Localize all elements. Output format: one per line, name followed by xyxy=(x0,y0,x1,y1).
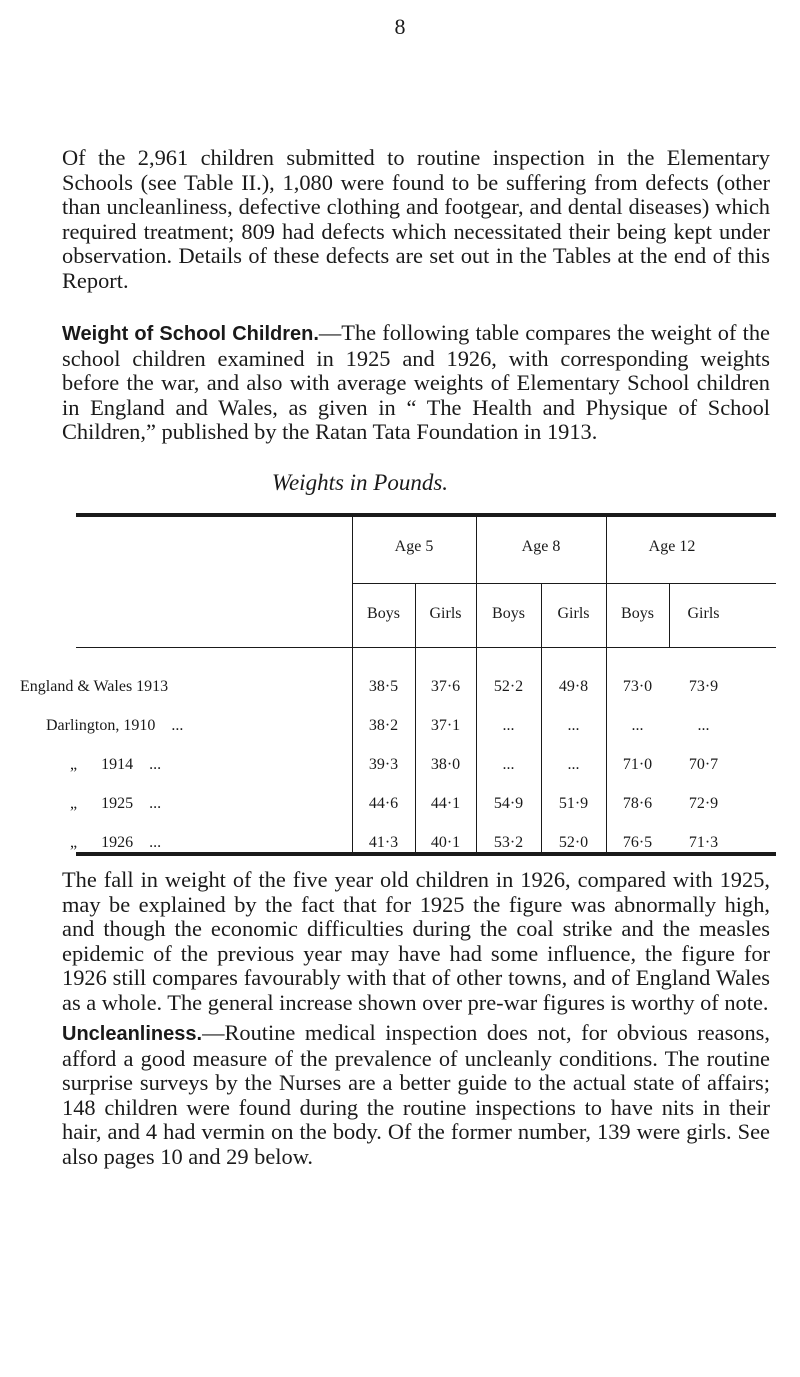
table-cell: 38·5 xyxy=(368,678,399,695)
paragraph-uncleanliness-body: —Routine medical inspection does not, for obvious reasons, afford a good measure of the prevalence of uncleanly conditions. The routine surprise surveys by the Nurses are a better guide to the actual state of affairs; 148 children were found during the routine inspections to have nits in their hair, and 4 had vermin on the body. Of the former number, 139 were girls. See also pages 10 and 29 below. xyxy=(62,1020,770,1169)
table-cell: ... xyxy=(567,756,580,773)
section-heading-uncleanliness: Uncleanliness. xyxy=(62,1023,203,1045)
header-age-12: Age 12 xyxy=(648,538,696,555)
table-cell: 71·0 xyxy=(622,756,653,773)
table-cell: 49·8 xyxy=(558,678,589,695)
header-boys: Boys xyxy=(492,605,525,622)
table-cell: 38·2 xyxy=(368,717,399,734)
header-girls: Girls xyxy=(429,605,462,622)
section-heading-weight: Weight of School Children. xyxy=(62,323,319,345)
header-boys: Boys xyxy=(367,605,400,622)
row-label: „ 1926 ... xyxy=(46,834,162,851)
table-cell: 41·3 xyxy=(368,834,399,851)
paragraph-uncleanliness xyxy=(62,1021,770,1170)
table-cell: 71·3 xyxy=(688,834,719,851)
table-cell: 54·9 xyxy=(493,795,524,812)
table-cell: 73·9 xyxy=(688,678,719,695)
table-cell: 40·1 xyxy=(430,834,461,851)
table-cell: 38·0 xyxy=(430,756,461,773)
table-hline xyxy=(76,647,776,648)
table-cell: ... xyxy=(502,717,515,734)
page-number: 8 xyxy=(394,14,406,39)
table-cell: 39·3 xyxy=(368,756,399,773)
header-girls: Girls xyxy=(687,605,720,622)
table-cell: 37·1 xyxy=(430,717,461,734)
header-girls: Girls xyxy=(557,605,590,622)
table-cell: 72·9 xyxy=(688,795,719,812)
table-hline xyxy=(352,583,776,584)
table-cell: 44·6 xyxy=(368,795,399,812)
paragraph-weight-body: —The following table compares the weight of the school children examined in 1925 and 1926, with corresponding weights before the war, and also with average weights of Elementary School children in England and Wales, as given in “ The Health and Physique of School Children,” published by the Ratan Tata Foundation in 1913. xyxy=(62,320,770,445)
table-cell: 51·9 xyxy=(558,795,589,812)
row-label: Darlington, 1910 ... xyxy=(46,717,184,734)
table-cell: 52·2 xyxy=(493,678,524,695)
paragraph-weight xyxy=(62,321,770,445)
table-cell: 37·6 xyxy=(430,678,461,695)
table-cell: 76·5 xyxy=(622,834,653,851)
table-top-rule xyxy=(76,513,776,517)
row-label: „ 1925 ... xyxy=(46,795,162,812)
weights-table xyxy=(20,513,776,855)
table-cell: ... xyxy=(567,717,580,734)
header-boys: Boys xyxy=(621,605,654,622)
header-age-5: Age 5 xyxy=(394,538,434,555)
table-cell: 78·6 xyxy=(622,795,653,812)
paragraph-fall-in-weight: The fall in weight of the five year old children in 1926, compared with 1925, may be explained by the fact that for 1925 the figure was abnormally high, and though the economic difficulties during the coal strike and the measles epidemic of the previous year may have had some influence, the figure for 1926 still compares favourably with that of other towns, and of England Wales as a whole. The general increase shown over pre-war figures is worthy of note. xyxy=(62,867,770,1015)
table-cell: ... xyxy=(697,717,710,734)
table-cell: ... xyxy=(631,717,644,734)
table-caption: Weights in Pounds. xyxy=(271,470,449,495)
row-label: „ 1914 ... xyxy=(46,756,162,773)
table-cell: 52·0 xyxy=(558,834,589,851)
table-cell: ... xyxy=(502,756,515,773)
table-bottom-rule xyxy=(76,852,776,856)
paragraph-defects: Of the 2,961 children submitted to routine inspection in the Elementary Schools (see Table II.), 1,080 were found to be suffering from defects (other than uncleanliness, defective clothing and footgear, and dental diseases) which required treatment; 809 had defects which necessitated their being kept under observation. Details of these defects are set out in the Tables at the end of this Report. xyxy=(62,145,770,293)
table-cell: 70·7 xyxy=(688,756,719,773)
row-label: England & Wales 1913 xyxy=(20,678,169,695)
header-age-8: Age 8 xyxy=(521,538,561,555)
table-cell: 73·0 xyxy=(622,678,653,695)
table-cell: 44·1 xyxy=(430,795,461,812)
table-cell: 53·2 xyxy=(493,834,524,851)
